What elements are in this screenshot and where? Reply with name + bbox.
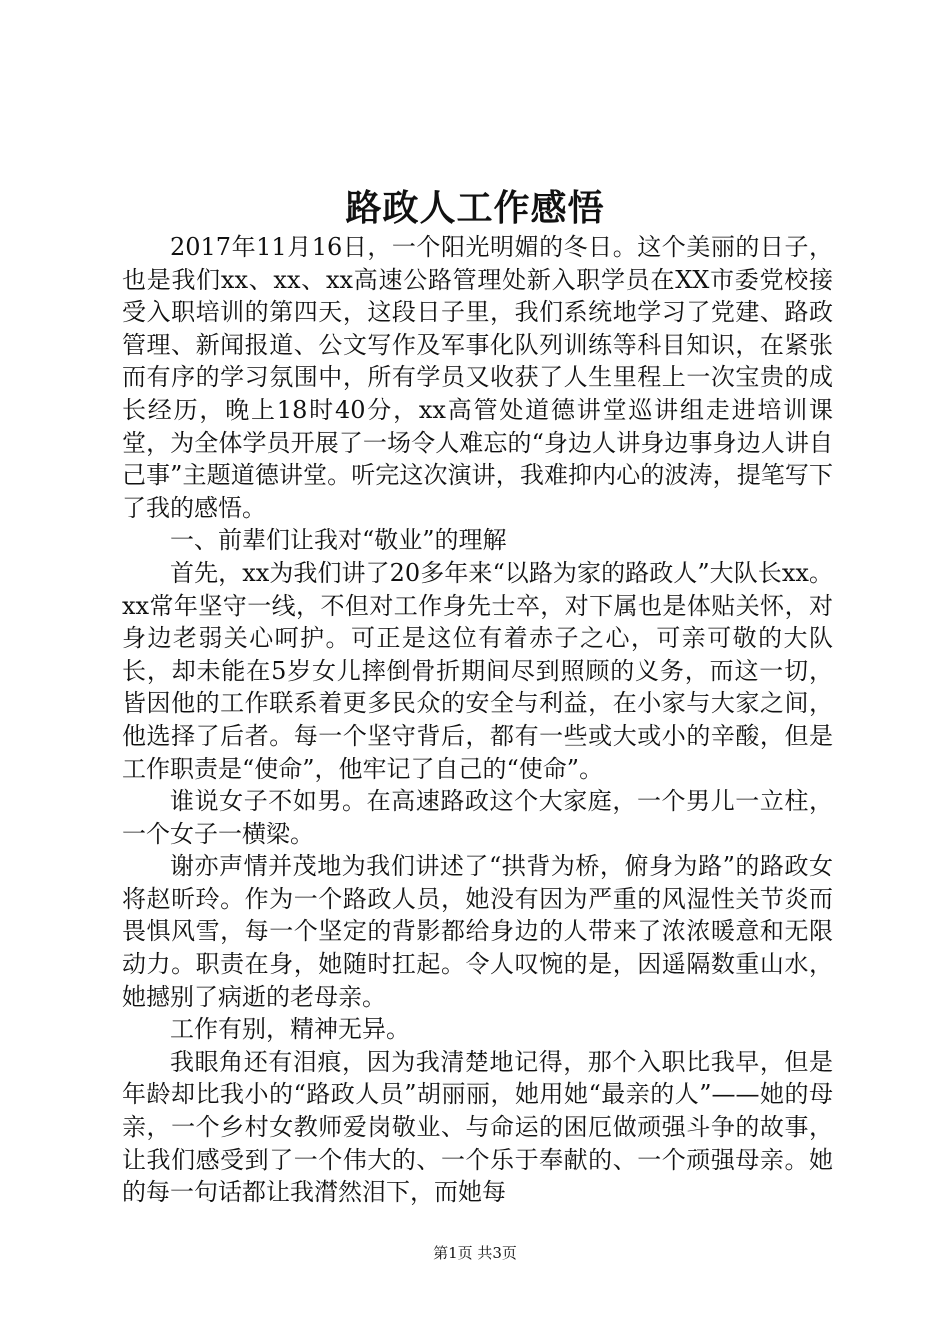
paragraph-women: 谁说女子不如男。在高速路政这个大家庭，一个男儿一立柱，一个女子一横梁。	[122, 787, 833, 848]
paragraph-spirit: 工作有别，精神无异。	[170, 1015, 410, 1044]
section-heading: 一、前辈们让我对“敬业”的理解	[170, 526, 507, 555]
paragraph-hu: 我眼角还有泪痕，因为我清楚地记得，那个入职比我早，但是年龄却比我小的“路政人员”胡丽丽，她用她“最亲的人”——她的母亲，一个乡村女教师爱岗敬业、与命运的困厄做顽强斗争的故事，让我们感受到了一个伟大的、一个乐于奉献的、一个顽强母亲。她的每一句话都让我潸然泪下，而她每	[122, 1047, 833, 1207]
paragraph-zhao: 谢亦声情并茂地为我们讲述了“拱背为桥，俯身为路”的路政女将赵昕玲。作为一个路政人员，她没有因为严重的风湿性关节炎而畏惧风雪，每一个坚定的背影都给身边的人带来了浓浓暖意和无限动力。职责在身，她随时扛起。令人叹惋的是，因遥隔数重山水，她撼别了病逝的老母亲。	[122, 852, 833, 1011]
document-body	[122, 231, 833, 1209]
paragraph-intro: 2017年11月16日，一个阳光明媚的冬日。这个美丽的日子，也是我们xx、xx、xx高速公路管理处新入职学员在XX市委党校接受入职培训的第四天，这段日子里，我们系统地学习了党建、路政管理、新闻报道、公文写作及军事化队列训练等科目知识，在紧张而有序的学习氛围中，所有学员又收获了人生里程上一次宝贵的成长经历，晚上18时40分，xx高管处道德讲堂巡讲组走进培训课堂，为全体学员开展了一场令人难忘的“身边人讲身边事身边人讲自己事”主题道德讲堂。听完这次演讲，我难抑内心的波涛，提笔写下了我的感悟。	[122, 233, 833, 522]
paragraph-captain: 首先，xx为我们讲了20多年来“以路为家的路政人”大队长xx。xx常年坚守一线，不但对工作身先士卒，对下属也是体贴关怀，对身边老弱关心呵护。可正是这位有着赤子之心，可亲可敬的大队长，却未能在5岁女儿摔倒骨折期间尽到照顾的义务，而这一切，皆因他的工作联系着更多民众的安全与利益，在小家与大家之间，他选择了后者。每一个坚守背后，都有一些或大或小的辛酸，但是工作职责是“使命”，他牢记了自己的“使命”。	[122, 558, 833, 783]
page-footer: 第1页 共3页	[433, 1244, 517, 1262]
document-title: 路政人工作感悟	[345, 187, 605, 229]
